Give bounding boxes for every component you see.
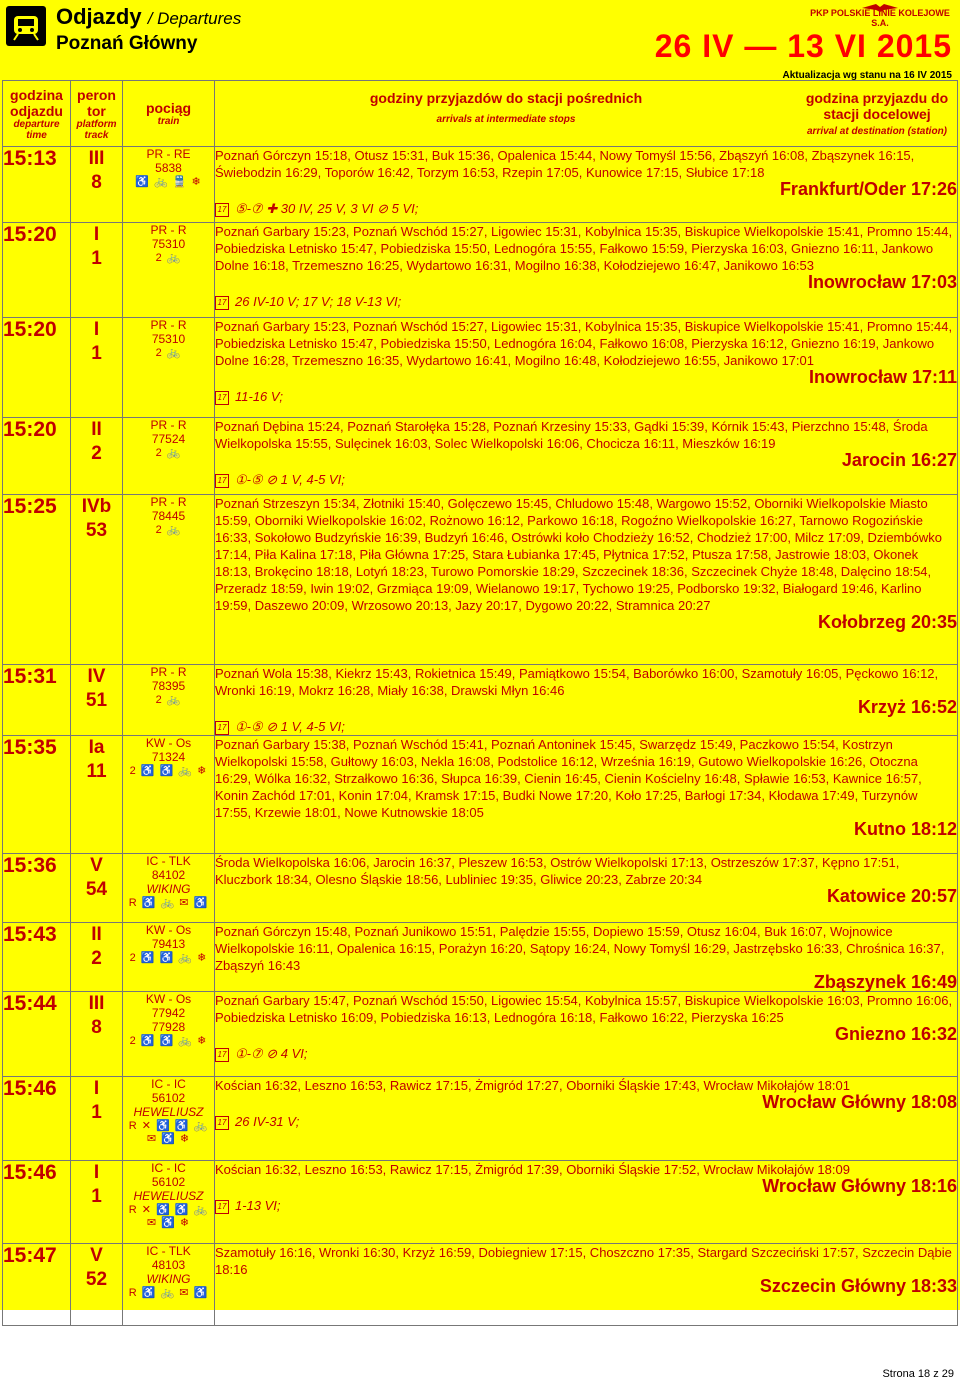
stops-cell bbox=[215, 1077, 958, 1161]
platform-track bbox=[71, 854, 123, 923]
track: 11 bbox=[86, 761, 107, 782]
track: 2 bbox=[91, 948, 102, 969]
destination: Inowrocław 17:03 bbox=[807, 272, 957, 292]
train-info bbox=[123, 736, 215, 854]
intermediate-stops: Poznań Garbary 15:23, Poznań Wschód 15:27, Ligowiec 15:31, Kobylnica 15:35, Biskupice Wielkopolskie 15:41, Promno 15:44, Pobiedziska Letnisko 15:47, Pobiedziska 15:50, Lednogóra 15:55, Fałkowo 15:59, Pierzyska 16:03, Gniezno 16:11, Jankowo Dolne 16:18, Trzemeszno 16:25, Wydartowo 16:31, Mogilno 16:38, Kołodziejewo 16:47, Janikowo 16:53 bbox=[215, 224, 953, 273]
notes-text: ⑤-⑦ ✚ 30 IV, 25 V, 3 VI ⊘ 5 VI; bbox=[235, 201, 419, 216]
running-notes bbox=[215, 1113, 957, 1130]
departure-time: 15:43 bbox=[3, 923, 71, 992]
amenity-icons: R ✕ ♿ ♿ 🚲 ✉ ♿ ❄ bbox=[128, 1120, 209, 1145]
amenity-icons: R ♿ 🚲 ✉ ♿ bbox=[128, 897, 209, 909]
departure-time: 15:36 bbox=[3, 854, 71, 923]
notes-text: 11-16 V; bbox=[235, 389, 283, 404]
departure-time: 15:13 bbox=[3, 147, 71, 223]
track: 54 bbox=[85, 879, 108, 900]
platform: V bbox=[90, 855, 103, 876]
train-category: PR - R bbox=[150, 223, 187, 237]
col-stops: godziny przyjazdów do stacji pośrednich arrivals at intermediate stops godzina przyjazdu do stacji docelowej arrival at destination (station) bbox=[215, 81, 958, 147]
notes-text: 1-13 VI; bbox=[235, 1198, 281, 1213]
calendar-icon: 17 bbox=[215, 474, 229, 488]
train-info bbox=[123, 854, 215, 923]
track: 8 bbox=[91, 1017, 102, 1038]
destination: Wrocław Główny 18:16 bbox=[762, 1176, 957, 1196]
destination: Kołobrzeg 20:35 bbox=[817, 612, 957, 632]
amenity-icons: 2 🚲 bbox=[155, 252, 182, 264]
train-category: PR - RE bbox=[146, 147, 191, 161]
destination: Jarocin 16:27 bbox=[841, 450, 957, 470]
train-number: 78395 bbox=[151, 679, 186, 693]
header-row bbox=[3, 81, 958, 147]
train-category: KW - Os bbox=[145, 992, 192, 1006]
notes-text: ①-⑤ ⊘ 1 V, 4-5 VI; bbox=[235, 719, 345, 734]
intermediate-stops: Poznań Garbary 15:47, Poznań Wschód 15:50, Ligowiec 15:54, Kobylnica 15:57, Biskupice Wielkopolskie 16:03, Promno 16:06, Pobiedziska Letnisko 16:09, Pobiedziska 16:13, Lednogóra 16:18, Fałkowo 16:22, Pierzyska 16:25 bbox=[215, 993, 953, 1025]
train-number: 77524 bbox=[151, 432, 186, 446]
train-info bbox=[123, 1077, 215, 1161]
train-info bbox=[123, 418, 215, 495]
train-category: PR - R bbox=[150, 418, 187, 432]
departure-time: 15:46 bbox=[3, 1077, 71, 1161]
table-row bbox=[3, 736, 958, 854]
train-number: 56102 bbox=[151, 1175, 186, 1189]
platform-track bbox=[71, 318, 123, 418]
platform-track bbox=[71, 1161, 123, 1244]
table-row bbox=[3, 318, 958, 418]
destination: Wrocław Główny 18:08 bbox=[762, 1092, 957, 1112]
train-number: 78445 bbox=[151, 509, 186, 523]
intermediate-stops: Poznań Garbary 15:38, Poznań Wschód 15:41, Poznań Antoninek 15:45, Swarzędz 15:49, Paczkowo 15:54, Kostrzyn Wielkopolski 15:58, Gułtowy 16:03, Nekla 16:08, Podstolice 16:12, Września 16:19, Gutowo Wielkopolskie 16:26, Otoczna 16:29, Wólka 16:32, Strzałkowo 16:36, Słupca 16:39, Cienin 16:45, Cienin Kościelny 16:48, Spławie 16:53, Kawnice 16:57, Konin Zachód 17:01, Konin 17:04, Kramsk 17:15, Budki Nowe 17:20, Koło 17:25, Barłogi 17:34, Kłodawa 17:49, Turzynów 17:55, Krzewie 18:01, Nowe Kutnowskie 18:05 bbox=[215, 737, 922, 820]
notes-text: 26 IV-31 V; bbox=[235, 1114, 300, 1129]
col-dest: godzina przyjazdu do stacji docelowej bbox=[805, 90, 949, 122]
calendar-icon: 17 bbox=[215, 203, 229, 217]
track: 1 bbox=[91, 343, 102, 364]
intermediate-stops: Poznań Górczyn 15:18, Otusz 15:31, Buk 15:36, Opalenica 15:44, Nowy Tomyśl 15:56, Zbąszyń 16:08, Zbąszynek 16:15, Świebodzin 16:29, Toporów 16:42, Torzym 16:53, Rzepin 17:05, Kunowice 17:15, Słubice 17:18 bbox=[215, 148, 915, 180]
notes-text: 26 IV-10 V; 17 V; 18 V-13 VI; bbox=[235, 294, 402, 309]
title-pl: Odjazdy bbox=[56, 4, 142, 29]
train-number: 79413 bbox=[151, 937, 186, 951]
validity-period: 26 IV — 13 VI 2015 bbox=[654, 28, 952, 64]
platform-track bbox=[71, 923, 123, 992]
departure-time: 15:44 bbox=[3, 992, 71, 1077]
stops-cell bbox=[215, 665, 958, 736]
departure-time: 15:25 bbox=[3, 495, 71, 665]
train-info bbox=[123, 992, 215, 1077]
update-note: Aktualizacja wg stanu na 16 IV 2015 bbox=[782, 70, 952, 81]
track: 2 bbox=[91, 443, 102, 464]
train-name: HEWELIUSZ bbox=[133, 1105, 204, 1119]
calendar-icon: 17 bbox=[215, 296, 229, 310]
departure-time: 15:20 bbox=[3, 318, 71, 418]
departure-time: 15:31 bbox=[3, 665, 71, 736]
train-category: KW - Os bbox=[145, 736, 192, 750]
platform-track bbox=[71, 223, 123, 318]
train-number: 48103 bbox=[151, 1258, 186, 1272]
departure-time: 15:46 bbox=[3, 1161, 71, 1244]
running-notes bbox=[215, 718, 957, 735]
destination: Kutno 18:12 bbox=[853, 819, 957, 839]
train-category: PR - R bbox=[150, 318, 187, 332]
departure-time: 15:47 bbox=[3, 1244, 71, 1326]
train-number: 84102 bbox=[151, 868, 186, 882]
train-category: IC - IC bbox=[151, 1161, 186, 1175]
intermediate-stops: Poznań Górczyn 15:48, Poznań Junikowo 15:51, Palędzie 15:55, Dopiewo 15:59, Otusz 16:04, Buk 16:07, Wojnowice Wielkopolskie 16:11, Opalenica 16:15, Porażyn 16:20, Sątopy 16:24, Nowy Tomyśl 16:29, Jastrzębsko 16:33, Chrośnica 16:37, Zbąszyń 16:43 bbox=[215, 924, 945, 973]
amenity-icons: ♿ 🚲 🚆 ❄ bbox=[135, 176, 202, 188]
track: 1 bbox=[91, 248, 102, 269]
platform-track bbox=[71, 736, 123, 854]
train-category: PR - R bbox=[150, 495, 187, 509]
train-number-2: 77928 bbox=[151, 1020, 186, 1034]
table-row bbox=[3, 854, 958, 923]
train-info bbox=[123, 223, 215, 318]
intermediate-stops: Poznań Garbary 15:23, Poznań Wschód 15:27, Ligowiec 15:31, Kobylnica 15:35, Biskupice Wielkopolskie 15:41, Promno 15:44, Pobiedziska Letnisko 15:47, Pobiedziska 15:50, Lednogóra 16:04, Fałkowo 16:08, Pierzyska 16:12, Gniezno 16:19, Jankowo Dolne 16:28, Trzemeszno 16:35, Wydartowo 16:41, Mogilno 16:48, Kołodziejewo 16:55, Janikowo 17:01 bbox=[215, 319, 953, 368]
col-platform: peron tor platform track bbox=[71, 81, 123, 147]
platform-track bbox=[71, 147, 123, 223]
platform-track bbox=[71, 1077, 123, 1161]
stops-cell bbox=[215, 495, 958, 665]
train-info bbox=[123, 495, 215, 665]
train-logo-icon bbox=[6, 6, 46, 46]
platform-track bbox=[71, 992, 123, 1077]
stops-cell bbox=[215, 736, 958, 854]
train-category: IC - IC bbox=[151, 1077, 186, 1091]
table-row bbox=[3, 665, 958, 736]
amenity-icons: 2 🚲 bbox=[155, 447, 182, 459]
calendar-icon: 17 bbox=[215, 391, 229, 405]
train-category: IC - TLK bbox=[146, 1244, 191, 1258]
platform: III bbox=[88, 993, 105, 1014]
page-title bbox=[56, 4, 241, 30]
table-row bbox=[3, 223, 958, 318]
train-name: WIKING bbox=[146, 1272, 191, 1286]
amenity-icons: 2 🚲 bbox=[155, 694, 182, 706]
notes-text: ①-⑤ ⊘ 1 V, 4-5 VI; bbox=[235, 472, 345, 487]
intermediate-stops: Poznań Strzeszyn 15:34, Złotniki 15:40, Golęczewo 15:45, Chludowo 15:48, Wargowo 15:52, Oborniki Wielkopolskie Miasto 15:59, Oborniki Wielkopolskie 16:02, Rożnowo 16:12, Parkowo 16:18, Rogoźno Wielkopolskie 16:27, Tarnowo Rogozińskie 16:33, Sokołowo Budzyńskie 16:39, Budzyń 16:46, Ostrówki koło Chodzieży 16:52, Chodzież 17:00, Milcz 17:09, Dziembówko 17:14, Piła Kalina 17:18, Piła Główna 17:25, Stara Łubianka 17:45, Płytnica 17:52, Ptusza 17:58, Jastrowie 18:03, Okonek 18:13, Brokęcino 18:18, Lotyń 18:23, Turowo Pomorskie 18:29, Szczecinek 18:36, Szczecinek Chyże 18:48, Dalęcino 18:54, Przeradz 18:59, Iwin 19:02, Grzmiąca 19:09, Wielanowo 19:17, Tychowo 19:25, Podborsko 19:32, Białogard 19:46, Karlino 19:59, Daszewo 20:09, Wrzosowo 20:13, Jazy 20:17, Dygowo 20:22, Stramnica 20:27 bbox=[215, 496, 942, 613]
destination: Inowrocław 17:11 bbox=[808, 367, 957, 387]
stops-cell bbox=[215, 854, 958, 923]
train-name: WIKING bbox=[146, 882, 191, 896]
stops-cell bbox=[215, 318, 958, 418]
destination: Gniezno 16:32 bbox=[834, 1024, 957, 1044]
stops-cell bbox=[215, 418, 958, 495]
stops-cell bbox=[215, 1161, 958, 1244]
platform: II bbox=[91, 924, 102, 945]
train-number: 5838 bbox=[155, 161, 182, 175]
train-number: 56102 bbox=[151, 1091, 186, 1105]
platform: V bbox=[90, 1245, 103, 1266]
stops-cell bbox=[215, 147, 958, 223]
table-row bbox=[3, 1244, 958, 1326]
intermediate-stops: Szamotuły 16:16, Wronki 16:30, Krzyż 16:59, Dobiegniew 17:15, Choszczno 17:35, Stargard Szczeciński 17:57, Szczecin Dąbie 18:16 bbox=[215, 1245, 952, 1277]
page-number: Strona 18 z 29 bbox=[882, 1368, 954, 1380]
platform: III bbox=[88, 148, 105, 169]
track: 1 bbox=[91, 1186, 102, 1207]
operator-name: PKP POLSKIE LINIE KOLEJOWE S.A. bbox=[810, 8, 950, 28]
intermediate-stops: Kościan 16:32, Leszno 16:53, Rawicz 17:15, Żmigród 17:39, Oborniki Śląskie 17:52, Wrocław Mikołajów 18:09 bbox=[215, 1162, 850, 1177]
amenity-icons: R ♿ 🚲 ✉ ♿ bbox=[128, 1287, 209, 1299]
platform-track bbox=[71, 1244, 123, 1326]
title-en: / Departures bbox=[147, 9, 242, 28]
destination: Katowice 20:57 bbox=[826, 886, 957, 906]
calendar-icon: 17 bbox=[215, 1116, 229, 1130]
col-train: pociąg train bbox=[123, 81, 215, 147]
destination: Szczecin Główny 18:33 bbox=[759, 1276, 957, 1296]
train-category: PR - R bbox=[150, 665, 187, 679]
intermediate-stops: Poznań Dębina 15:24, Poznań Starołęka 15:28, Poznań Krzesiny 15:33, Gądki 15:39, Kórnik 15:43, Pierzchno 15:48, Środa Wielkopolska 15:55, Sulęcinek 16:03, Solec Wielkopolski 16:06, Chocicza 16:11, Mieszków 16:19 bbox=[215, 419, 928, 451]
running-notes bbox=[215, 471, 957, 488]
table-row bbox=[3, 992, 958, 1077]
train-number: 75310 bbox=[151, 237, 186, 251]
col-time: godzina odjazdu departure time bbox=[3, 81, 71, 147]
platform: I bbox=[93, 224, 100, 245]
table-row bbox=[3, 923, 958, 992]
running-notes bbox=[215, 293, 957, 310]
running-notes bbox=[215, 388, 957, 405]
operator-logo bbox=[810, 0, 950, 28]
departures-table bbox=[2, 80, 958, 1326]
notes-text: ①-⑦ ⊘ 4 VI; bbox=[235, 1046, 308, 1061]
stops-cell bbox=[215, 223, 958, 318]
train-info bbox=[123, 923, 215, 992]
track: 53 bbox=[85, 520, 108, 541]
calendar-icon: 17 bbox=[215, 721, 229, 735]
running-notes bbox=[215, 1045, 957, 1062]
train-info bbox=[123, 1161, 215, 1244]
calendar-icon: 17 bbox=[215, 1048, 229, 1062]
stops-cell bbox=[215, 923, 958, 992]
calendar-icon: 17 bbox=[215, 1200, 229, 1214]
platform: I bbox=[93, 1078, 100, 1099]
train-number: 75310 bbox=[151, 332, 186, 346]
track: 8 bbox=[91, 172, 102, 193]
train-info bbox=[123, 665, 215, 736]
table-row bbox=[3, 1161, 958, 1244]
intermediate-stops: Środa Wielkopolska 16:06, Jarocin 16:37, Pleszew 16:53, Ostrów Wielkopolski 17:13, Ostrzeszów 17:37, Kępno 17:51, Kluczbork 18:34, Olesno Śląskie 18:56, Lubliniec 19:35, Gliwice 20:23, Zabrze 20:34 bbox=[215, 855, 900, 887]
stops-cell bbox=[215, 1244, 958, 1326]
amenity-icons: 2 🚲 bbox=[155, 347, 182, 359]
table-row bbox=[3, 495, 958, 665]
departure-time: 15:20 bbox=[3, 223, 71, 318]
train-category: KW - Os bbox=[145, 923, 192, 937]
destination: Krzyż 16:52 bbox=[857, 697, 957, 717]
station-name: Poznań Główny bbox=[56, 33, 198, 54]
train-number: 71324 bbox=[151, 750, 186, 764]
destination: Zbąszynek 16:49 bbox=[813, 972, 957, 992]
amenity-icons: R ✕ ♿ ♿ 🚲 ✉ ♿ ❄ bbox=[128, 1204, 209, 1229]
train-number: 77942 bbox=[151, 1006, 186, 1020]
destination: Frankfurt/Oder 17:26 bbox=[779, 179, 957, 199]
running-notes bbox=[215, 200, 957, 217]
platform: IVb bbox=[81, 496, 112, 517]
table-row bbox=[3, 147, 958, 223]
platform: I bbox=[93, 1162, 100, 1183]
intermediate-stops: Kościan 16:32, Leszno 16:53, Rawicz 17:15, Żmigród 17:27, Oborniki Śląskie 17:43, Wrocław Mikołajów 18:01 bbox=[215, 1078, 850, 1093]
amenity-icons: 2 ♿ ♿ 🚲 ❄ bbox=[129, 952, 208, 964]
track: 1 bbox=[91, 1102, 102, 1123]
platform-track bbox=[71, 418, 123, 495]
train-info bbox=[123, 147, 215, 223]
train-info bbox=[123, 318, 215, 418]
departure-time: 15:35 bbox=[3, 736, 71, 854]
platform: Ia bbox=[88, 737, 105, 758]
table-row bbox=[3, 418, 958, 495]
amenity-icons: 2 ♿ ♿ 🚲 ❄ bbox=[129, 1035, 208, 1047]
amenity-icons: 2 🚲 bbox=[155, 524, 182, 536]
platform: II bbox=[91, 419, 102, 440]
platform-track bbox=[71, 665, 123, 736]
intermediate-stops: Poznań Wola 15:38, Kiekrz 15:43, Rokietnica 15:49, Pamiątkowo 15:54, Baborówko 16:00, Szamotuły 16:05, Pęckowo 16:12, Wronki 16:19, Mokrz 16:28, Miały 16:38, Drawski Młyn 16:46 bbox=[215, 666, 939, 698]
train-category: IC - TLK bbox=[146, 854, 191, 868]
stops-cell bbox=[215, 992, 958, 1077]
platform: I bbox=[93, 319, 100, 340]
track: 52 bbox=[85, 1269, 108, 1290]
platform: IV bbox=[87, 666, 106, 687]
table-row bbox=[3, 1077, 958, 1161]
departure-time: 15:20 bbox=[3, 418, 71, 495]
platform-track bbox=[71, 495, 123, 665]
amenity-icons: 2 ♿ ♿ 🚲 ❄ bbox=[129, 765, 208, 777]
track: 51 bbox=[85, 690, 108, 711]
train-name: HEWELIUSZ bbox=[133, 1189, 204, 1203]
train-info bbox=[123, 1244, 215, 1326]
running-notes bbox=[215, 1197, 957, 1214]
